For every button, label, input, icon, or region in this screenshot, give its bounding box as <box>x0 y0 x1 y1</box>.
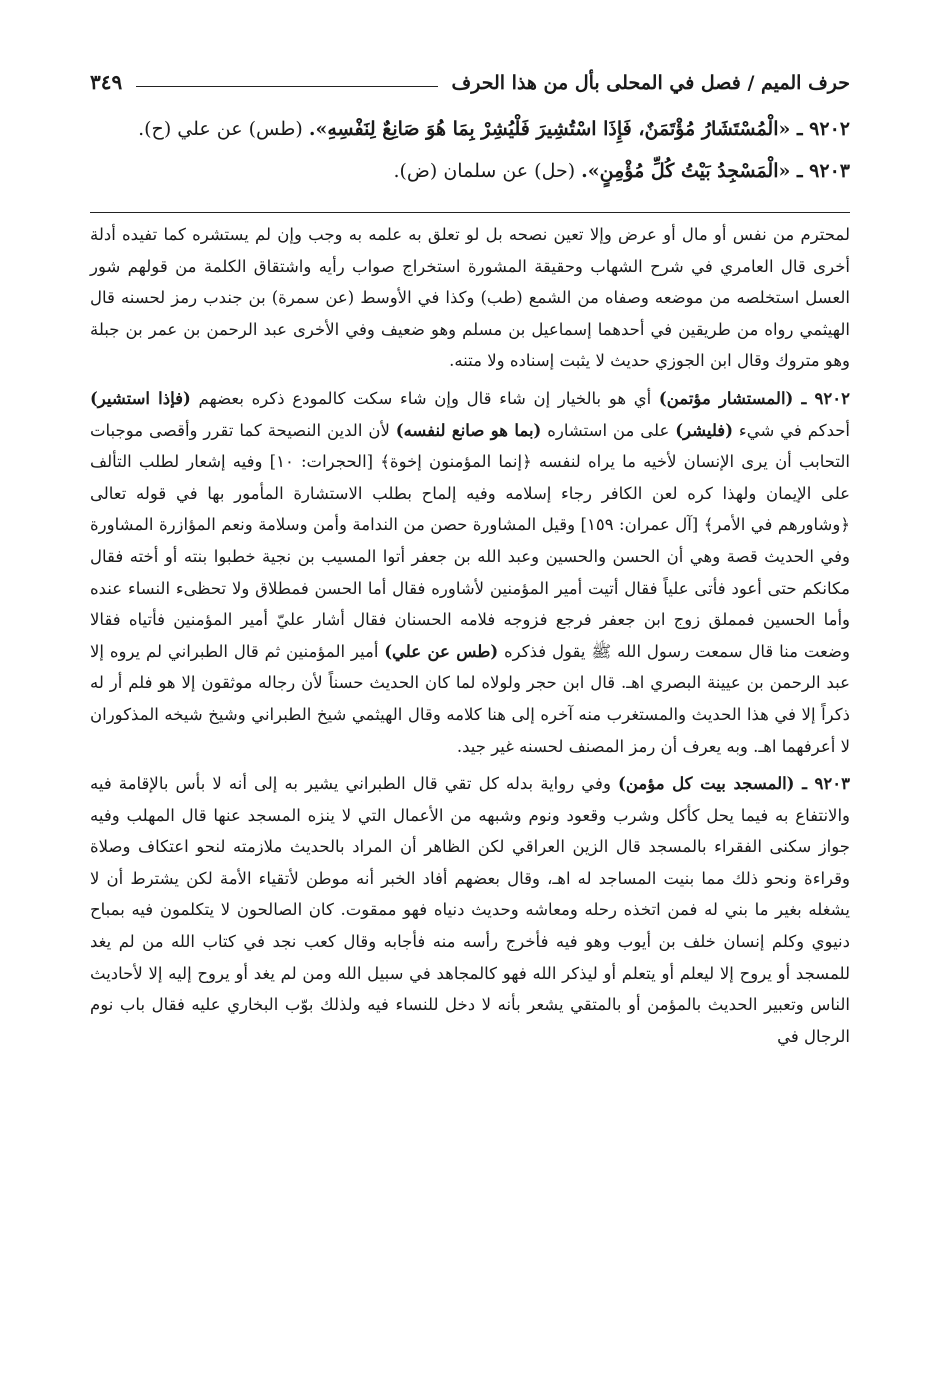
commentary-paragraph-9202 <box>90 383 850 762</box>
hadith-9203-text: ٩٢٠٣ ـ «الْمَسْجِدُ بَيْتُ كُلِّ مُؤْمِنٍ». <box>581 160 850 182</box>
page-number: ٣٤٩ <box>90 70 123 94</box>
header-rule <box>136 86 437 87</box>
commentary-9203-text: وفي رواية بدله كل تقي قال الطبراني يشير به إلى أنه لا بأس بالإقامة فيه والانتفاع به فيما يحل كأكل وشرب وقعود ونوم وشبهه من الأعمال التي لا ينزه المسجد عنها قال المهلب وفيه جواز سكنى الفقراء بالمسجد قال الزين العراقي لكن الظاهر أن المراد بالحديث ملازمته لنحو اعتكاف وصلاة وقراءة ونحو ذلك مما بنيت المساجد له اهـ، وقال بعضهم أفاد الخبر أنه موطن لأتقياء الأمة لكن يشترط أن لا يشغله بغير ما بني له فمن اتخذه رحله ومعاشه وحديث دنياه فهو ممقوت. كان الصالحون لا يتكلمون فيه بمباح دنيوي وكلم إنسان خلف بن أيوب وهو فيه فأخرج رأسه منه فأجابه وقال كعب نجد في كتاب الله من لم يغد للمسجد أو يروح إلا ليعلم أو يتعلم أو ليذكر الله فهو كالمجاهد في سبيل الله ومن لم يغد أو يروح إليه إلا لأحاديث الناس وتعبير الحديث بالمؤمن أو بالمتقي يشعر بأنه لا دخل للنساء فيه ولذلك بوّب البخاري عليه فقال باب نوم الرجال في <box>90 774 850 1046</box>
commentary-9202-text-e: لأن الدين النصيحة كما تقرر وأقصى موجبات التحابب أن يرى الإنسان لأخيه ما يراه لنفسه ﴿إنما المؤمنون إخوة﴾ [الحجرات: ١٠] وفيه إشعار لطلب التألف على الإيمان ولهذا كره لعن الكافر رجاء إسلامه وفيه إلماح بطلب الاستشارة المأمور بها في قوله تعالى ﴿وشاورهم في الأمر﴾ [آل عمران: ١٥٩] وقيل المشاورة حصن من الندامة وأمن وسلامة ونعم المؤازرة المشاورة وفي الحديث قصة وهي أن الحسن والحسين وعبد الله بن جعفر أتوا المسيب بن نجية خطبوا بنته أو أخته فقال مكانكم حتى أعود فأتى علياً فقال أتيت أمير المؤمنين لأشاوره فقال أما الحسن فمطلاق ولا تحظىء النساء عنده وأما الحسين فمملق زوج ابن جعفر فرجع فزوجه فلامه الحسنان فقال أشار عليّ أمير المؤمنين فأتياه فقالا وضعت منا قال سمعت رسول الله ﷺ يقول فذكره <box>90 420 850 661</box>
hadith-9202-source: (طس) عن علي (ح). <box>138 118 309 140</box>
commentary-section <box>90 219 850 1052</box>
commentary-9202-text-c: أحدكم في شيء <box>733 420 851 440</box>
commentary-9203-lead: ٩٢٠٣ ـ (المسجد بيت كل مؤمن) <box>618 774 850 794</box>
hadith-9202 <box>90 108 850 150</box>
commentary-9202-text-a: أي هو بالخيار إن شاء قال وإن شاء سكت كالمودع ذكره بعضهم <box>190 388 659 408</box>
hadith-9202-text: ٩٢٠٢ ـ «الْمُسْتَشَارُ مُؤْتَمَنٌ، فَإِذَا اسْتُشِيرَ فَلْيُشِرْ بِمَا هُوَ صَانِعٌ لِنَفْسِهِ». <box>308 118 850 140</box>
commentary-paragraph-continuation: لمحترم من نفس أو مال أو عرض وإلا تعين نصحه بل لو تعلق به علمه به وجب وإن لم يستشره كما تفيده أدلة أخرى قال العامري في شرح الشهاب وحقيقة المشورة استخراج صواب رأيه واشتقاق الكلمة من قولهم شور العسل استخلصه من موضعه وصفاه من الشمع (طب) وكذا في الأوسط (عن سمرة) بن جندب رمز لحسنه قال الهيثمي رواه من طريقين في أحدهما إسماعيل بن مسلم وهو ضعيف وفي الأخرى عبد الرحمن بن عمر بن جبلة وهو متروك وقال ابن الجوزي حديث لا يثبت إسناده ولا متنه. <box>90 225 850 371</box>
chapter-title: حرف الميم / فصل في المحلى بأل من هذا الحرف <box>451 72 850 94</box>
hadith-text-section <box>90 108 850 192</box>
commentary-9202-source: (طس عن علي) <box>384 641 499 661</box>
commentary-9202-quote-1: (فإذا استشير) <box>90 388 191 408</box>
hadith-9203-source: (حل) عن سلمان (ض). <box>393 160 582 182</box>
commentary-9202-lead: ٩٢٠٢ ـ (المستشار مؤتمن) <box>658 388 850 408</box>
commentary-9202-text-d: على من استشاره <box>541 420 676 440</box>
hadith-9203 <box>90 150 850 192</box>
section-divider <box>90 212 850 213</box>
running-header <box>90 50 850 94</box>
commentary-paragraph-9203 <box>90 768 850 1052</box>
commentary-9202-quote-2: (فليشر) <box>675 420 734 440</box>
commentary-9202-quote-3: (بما هو صانع لنفسه) <box>395 420 542 440</box>
book-page <box>90 50 850 1052</box>
commentary-9202-text-f: أمير المؤمنين ثم قال الطبراني لم يروه إلا عبد الرحمن بن عيينة البصري اهـ. قال ابن حجر ولولاه لما كان الحديث حسناً لأن رجاله موثقون إلا هو فلم أر له ذكراً إلا في هذا الحديث والمستغرب منه آخره إلى هنا كلامه وقال الهيثمي شيخ الطبراني وشيخ شيخه المذكوران لا أعرفهما اهـ. وبه يعرف أن رمز المصنف لحسنه غير جيد. <box>90 641 850 756</box>
